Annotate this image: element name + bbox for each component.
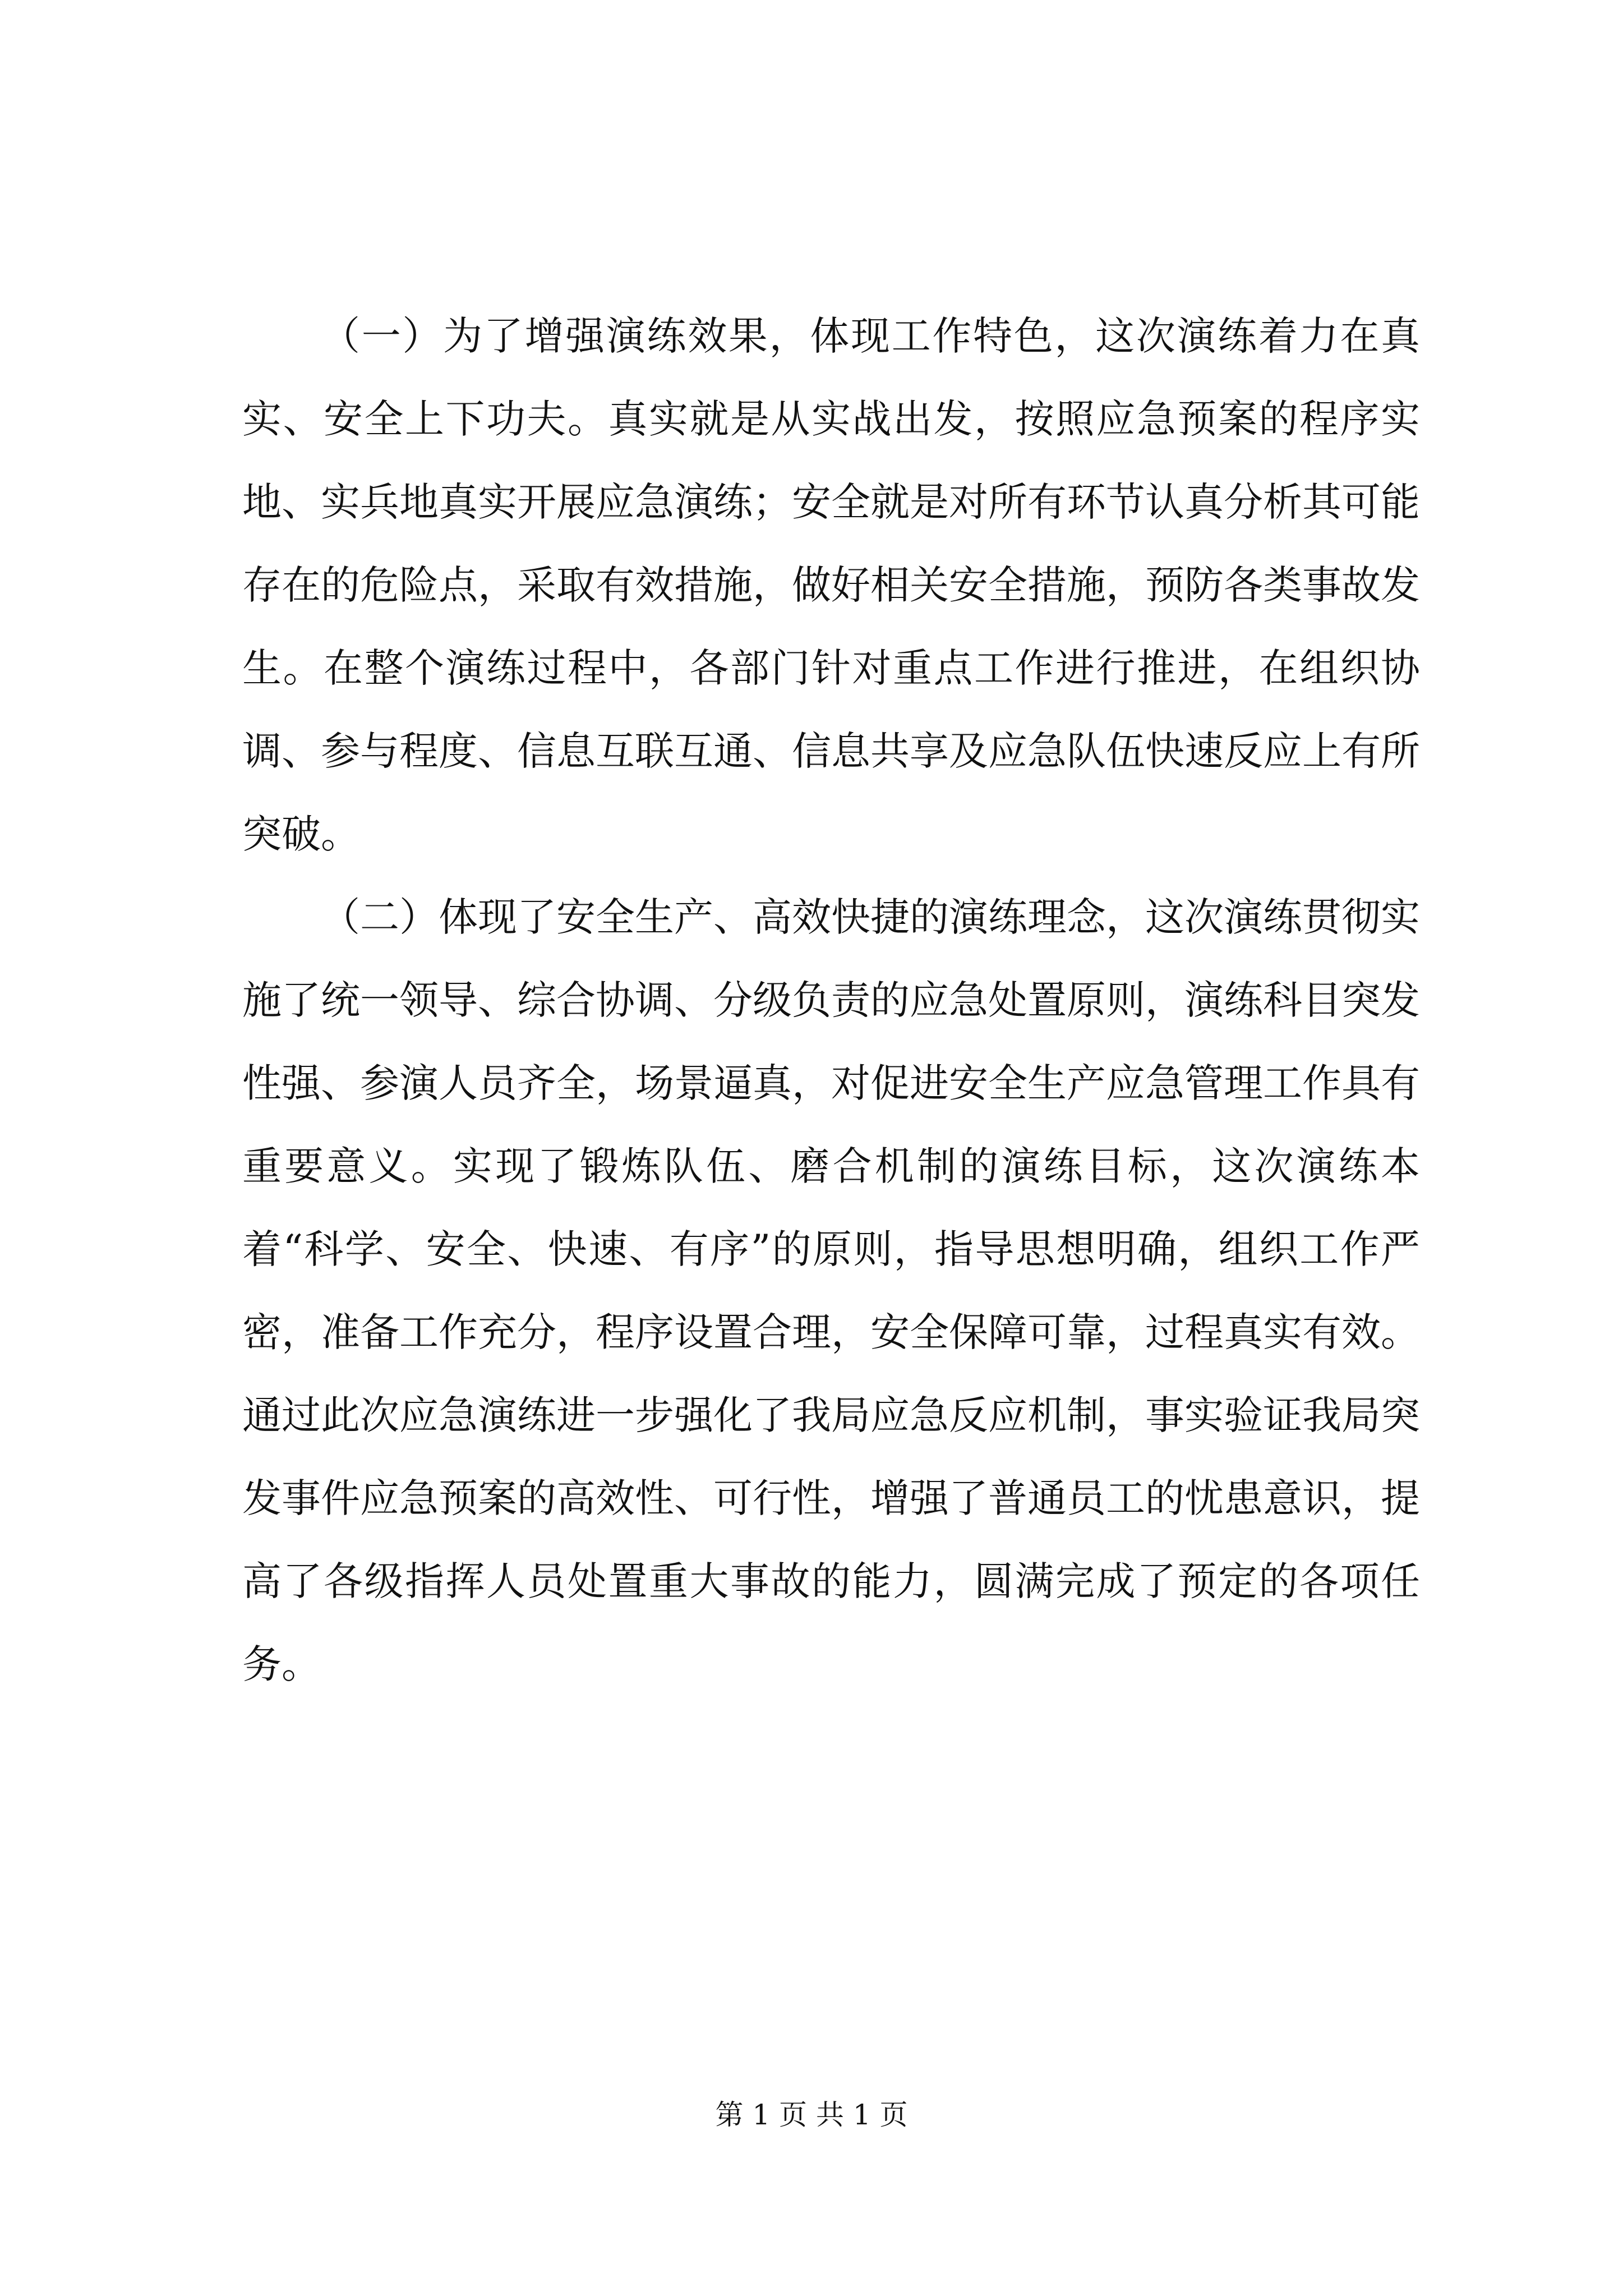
paragraph-2: （二）体现了安全生产、高效快捷的演练理念，这次演练贯彻实施了统一领导、综合协调、分级负责的应急处置原则，演练科目突发性强、参演人员齐全，场景逼真，对促进安全生产应急管理工作具有重要意义。实现了锻炼队伍、磨合机制的演练目标，这次演练本着“科学、安全、快速、有序”的原则，指导思想明确，组织工作严密，准备工作充分，程序设置合理，安全保障可靠，过程真实有效。通过此次应急演练进一步强化了我局应急反应机制，事实验证我局突发事件应急预案的高效性、可行性，增强了普通员工的忧患意识，提高了各级指挥人员处置重大事故的能力，圆满完成了预定的各项任务。 bbox=[242, 894, 1420, 1687]
document-body bbox=[242, 295, 1420, 1706]
page-footer: 第 1 页 共 1 页 bbox=[715, 2099, 908, 2131]
paragraph-1: （一）为了增强演练效果，体现工作特色，这次演练着力在真实、安全上下功夫。真实就是从实战出发，按照应急预案的程序实地、实兵地真实开展应急演练；安全就是对所有环节认真分析其可能存在的危险点，采取有效措施，做好相关安全措施，预防各类事故发生。在整个演练过程中，各部门针对重点工作进行推进，在组织协调、参与程度、信息互联互通、信息共享及应急队伍快速反应上有所突破。 bbox=[242, 313, 1420, 857]
